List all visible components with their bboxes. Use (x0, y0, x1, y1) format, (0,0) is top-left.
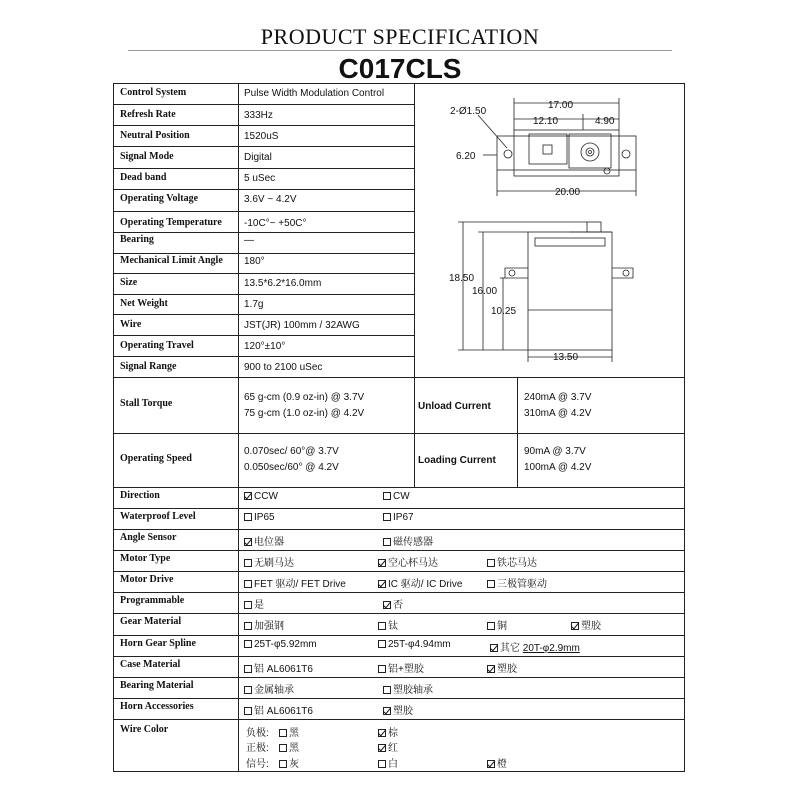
spec-value: 180° (244, 256, 265, 267)
option-choice[interactable] (244, 512, 275, 523)
option-choice[interactable] (383, 681, 433, 696)
checkbox-icon[interactable] (279, 729, 287, 737)
option-text: 金属轴承 (254, 685, 294, 696)
spec-label: Net Weight (120, 298, 168, 309)
row-divider (113, 356, 414, 357)
spec-label: Dead band (120, 172, 167, 183)
wire-color-text: 黑 (289, 743, 299, 754)
checkbox-icon[interactable] (383, 513, 391, 521)
option-label: Motor Drive (120, 574, 174, 585)
row-divider (113, 487, 685, 488)
checkbox-icon[interactable] (244, 640, 252, 648)
spec-value: 1.7g (244, 299, 264, 310)
row-divider (113, 571, 685, 572)
checkbox-icon[interactable] (378, 622, 386, 630)
spec-value: 13.5*6.2*16.0mm (244, 278, 322, 289)
option-choice[interactable] (244, 660, 313, 675)
option-choice[interactable] (383, 596, 403, 611)
spec-value: Digital (244, 152, 272, 163)
wire-color-choice[interactable] (378, 755, 398, 770)
operating-speed-label: Operating Speed (120, 453, 192, 464)
checked-box-icon[interactable] (383, 601, 391, 609)
wire-color-choice[interactable] (279, 739, 299, 754)
option-text: 塑胶轴承 (393, 685, 433, 696)
checkbox-icon[interactable] (487, 580, 495, 588)
row-divider (113, 125, 414, 126)
option-text: 铝+塑胶 (388, 664, 424, 675)
option-choice[interactable] (490, 639, 580, 654)
option-choice[interactable] (383, 702, 413, 717)
row-divider (113, 273, 414, 274)
row-divider (113, 613, 685, 614)
option-text: 25T-φ5.92mm (254, 639, 317, 650)
wire-color-choice[interactable] (378, 739, 398, 754)
row-divider (113, 211, 414, 212)
checked-box-icon[interactable] (378, 559, 386, 567)
option-label: Motor Type (120, 553, 171, 564)
wire-color-row-name: 负极: (246, 728, 269, 739)
option-choice[interactable] (378, 554, 438, 569)
dim-mount-height: 10.25 (491, 306, 517, 317)
checked-box-icon[interactable] (383, 707, 391, 715)
dim-total-height: 18.50 (449, 273, 475, 284)
row-divider (113, 592, 685, 593)
spec-value: 333Hz (244, 110, 273, 121)
row-divider (113, 104, 414, 105)
dimension-drawing (414, 84, 684, 378)
option-text: CW (393, 491, 410, 502)
option-text: FET 驱动/ FET Drive (254, 579, 346, 590)
row-divider (113, 433, 685, 434)
option-text: 加强钢 (254, 621, 284, 632)
row-divider (113, 719, 685, 720)
option-choice[interactable] (244, 554, 294, 569)
checked-box-icon[interactable] (378, 744, 386, 752)
spec-value: 5 uSec (244, 173, 276, 184)
spec-label: Bearing (120, 234, 154, 245)
model-number: C017CLS (338, 53, 462, 84)
unload-current-value: 240mA @ 3.7V (524, 392, 592, 403)
option-choice[interactable] (487, 554, 537, 569)
spec-label: Wire (120, 319, 142, 330)
option-choice[interactable] (244, 575, 346, 590)
option-text: 其它 (500, 643, 520, 654)
option-choice[interactable] (378, 575, 462, 590)
option-choice[interactable] (383, 512, 414, 523)
title-divider (128, 50, 672, 51)
option-text: IP67 (393, 512, 414, 523)
checkbox-icon[interactable] (487, 622, 495, 630)
unload-current-value: 310mA @ 4.2V (524, 408, 592, 419)
option-choice[interactable] (244, 533, 284, 548)
spec-value: -10C°~ +50C° (244, 218, 307, 229)
option-text: 铜 (497, 621, 507, 632)
option-text: CCW (254, 491, 278, 502)
option-text: 电位器 (254, 537, 284, 548)
checkbox-icon[interactable] (244, 686, 252, 694)
row-divider (113, 677, 685, 678)
option-text: 铝 AL6061T6 (254, 664, 313, 675)
row-divider (113, 550, 685, 551)
option-choice[interactable] (383, 491, 410, 502)
wire-color-row-name: 正极: (246, 743, 269, 754)
spec-label: Signal Mode (120, 151, 174, 162)
stall-torque-label: Stall Torque (120, 398, 173, 409)
stall-torque-value: 75 g-cm (1.0 oz-in) @ 4.2V (244, 408, 365, 419)
checked-box-icon[interactable] (244, 492, 252, 500)
checked-box-icon[interactable] (490, 644, 498, 652)
spec-label: Mechanical Limit Angle (120, 255, 223, 266)
spec-label: Neutral Position (120, 130, 190, 141)
dim-span-b: 4.90 (595, 116, 615, 127)
option-text: 塑胶 (581, 621, 601, 632)
row-divider (113, 253, 414, 254)
operating-speed-value: 0.070sec/ 60°@ 3.7V (244, 446, 339, 457)
option-label: Bearing Material (120, 680, 194, 691)
option-text: IC 驱动/ IC Drive (388, 579, 463, 590)
loading-current-value: 100mA @ 4.2V (524, 462, 592, 473)
row-divider (113, 294, 414, 295)
option-choice[interactable] (244, 681, 294, 696)
dim-body-height: 16.00 (472, 286, 498, 297)
option-text: IP65 (254, 512, 275, 523)
dim-span-a: 12.10 (533, 116, 559, 127)
option-label: Gear Material (120, 616, 182, 627)
option-extra: 20T-φ2.9mm (522, 643, 580, 654)
dim-overall: 17.00 (548, 100, 574, 111)
checkbox-icon[interactable] (378, 640, 386, 648)
option-choice[interactable] (244, 617, 284, 632)
checkbox-icon[interactable] (244, 601, 252, 609)
option-choice[interactable] (571, 617, 601, 632)
spec-value: 1520uS (244, 131, 279, 142)
wire-color-text: 橙 (497, 759, 507, 770)
checked-box-icon[interactable] (487, 665, 495, 673)
row-divider (113, 335, 414, 336)
page-title: PRODUCT SPECIFICATION (260, 24, 540, 49)
wire-color-label: Wire Color (120, 724, 169, 735)
spec-label: Operating Travel (120, 340, 194, 351)
spec-label: Size (120, 277, 138, 288)
row-divider (113, 656, 685, 657)
dim-height: 6.20 (456, 151, 476, 162)
option-text: 是 (254, 600, 264, 611)
row-divider (113, 189, 414, 190)
stall-torque-value: 65 g-cm (0.9 oz-in) @ 3.7V (244, 392, 365, 403)
option-choice[interactable] (244, 639, 317, 650)
spec-label: Operating Temperature (120, 217, 222, 228)
row-divider (113, 698, 685, 699)
column-divider (238, 487, 239, 772)
checked-box-icon[interactable] (378, 729, 386, 737)
spec-value: 3.6V ~ 4.2V (244, 194, 297, 205)
wire-color-choice[interactable] (279, 755, 299, 770)
wire-color-text: 灰 (289, 759, 299, 770)
checkbox-icon[interactable] (378, 665, 386, 673)
dimension-labels (449, 100, 615, 363)
option-label: Horn Accessories (120, 701, 194, 712)
option-text: 塑胶 (497, 664, 517, 675)
option-text: 无刷马达 (254, 558, 294, 569)
option-label: Direction (120, 490, 160, 501)
wire-color-text: 白 (388, 759, 398, 770)
checkbox-icon[interactable] (244, 707, 252, 715)
column-divider (238, 83, 239, 380)
option-choice[interactable] (378, 617, 398, 632)
spec-value: Pulse Width Modulation Control (244, 88, 385, 99)
option-text: 铝 AL6061T6 (254, 706, 313, 717)
wire-color-choice[interactable] (378, 724, 398, 739)
checkbox-icon[interactable] (244, 665, 252, 673)
option-text: 磁传感器 (393, 537, 433, 548)
column-divider (517, 377, 518, 487)
checked-box-icon[interactable] (571, 622, 579, 630)
option-text: 钛 (388, 621, 398, 632)
spec-label: Refresh Rate (120, 109, 176, 120)
spec-value: 120°±10° (244, 341, 286, 352)
top-view (478, 98, 636, 196)
option-label: Angle Sensor (120, 532, 177, 543)
dim-width: 13.50 (553, 352, 579, 363)
wire-color-text: 黑 (289, 728, 299, 739)
wire-color-text: 棕 (388, 728, 398, 739)
option-text: 塑胶 (393, 706, 413, 717)
loading-current-value: 90mA @ 3.7V (524, 446, 586, 457)
wire-color-choice[interactable] (279, 724, 299, 739)
option-choice[interactable] (378, 660, 424, 675)
dim-holes: 2-Ø1.50 (450, 106, 487, 117)
checkbox-icon[interactable] (279, 744, 287, 752)
column-divider (414, 377, 415, 487)
checked-box-icon[interactable] (244, 538, 252, 546)
checkbox-icon[interactable] (378, 760, 386, 768)
checkbox-icon[interactable] (244, 622, 252, 630)
checkbox-icon[interactable] (244, 580, 252, 588)
unload-current-label: Unload Current (418, 401, 491, 412)
wire-color-choice[interactable] (487, 755, 507, 770)
operating-speed-value: 0.050sec/60° @ 4.2V (244, 462, 339, 473)
spec-value: 900 to 2100 uSec (244, 362, 323, 373)
option-text: 空心杯马达 (388, 558, 438, 569)
checkbox-icon[interactable] (383, 538, 391, 546)
row-divider (113, 232, 414, 233)
dim-flange: 20.00 (555, 187, 581, 198)
spec-label: Control System (120, 87, 187, 98)
row-divider (113, 146, 414, 147)
option-choice[interactable] (378, 639, 451, 650)
wire-color-row-name: 信号: (246, 759, 269, 770)
option-text: 否 (393, 600, 403, 611)
checked-box-icon[interactable] (487, 760, 495, 768)
option-choice[interactable] (487, 575, 547, 590)
option-label: Waterproof Level (120, 511, 196, 522)
wire-color-text: 红 (388, 743, 398, 754)
option-choice[interactable] (383, 533, 433, 548)
checkbox-icon[interactable] (383, 492, 391, 500)
row-divider (113, 168, 414, 169)
option-choice[interactable] (487, 660, 517, 675)
row-divider (113, 314, 414, 315)
option-text: 铁芯马达 (497, 558, 537, 569)
option-label: Horn Gear Spline (120, 638, 196, 649)
option-choice[interactable] (487, 617, 507, 632)
column-divider (238, 377, 239, 487)
option-label: Programmable (120, 595, 185, 606)
spec-label: Signal Range (120, 361, 177, 372)
option-choice[interactable] (244, 491, 278, 502)
option-text: 25T-φ4.94mm (388, 639, 451, 650)
row-divider (113, 635, 685, 636)
checkbox-icon[interactable] (383, 686, 391, 694)
spec-value: JST(JR) 100mm / 32AWG (244, 320, 360, 331)
option-choice[interactable] (244, 596, 264, 611)
checked-box-icon[interactable] (378, 580, 386, 588)
checkbox-icon[interactable] (244, 513, 252, 521)
row-divider (113, 508, 685, 509)
checkbox-icon[interactable] (487, 559, 495, 567)
checkbox-icon[interactable] (279, 760, 287, 768)
option-text: 三极管驱动 (497, 579, 547, 590)
spec-label: Operating Voltage (120, 193, 199, 204)
loading-current-label: Loading Current (418, 455, 496, 466)
option-choice[interactable] (244, 702, 313, 717)
option-label: Case Material (120, 659, 181, 670)
row-divider (113, 529, 685, 530)
checkbox-icon[interactable] (244, 559, 252, 567)
spec-value: — (244, 235, 254, 246)
